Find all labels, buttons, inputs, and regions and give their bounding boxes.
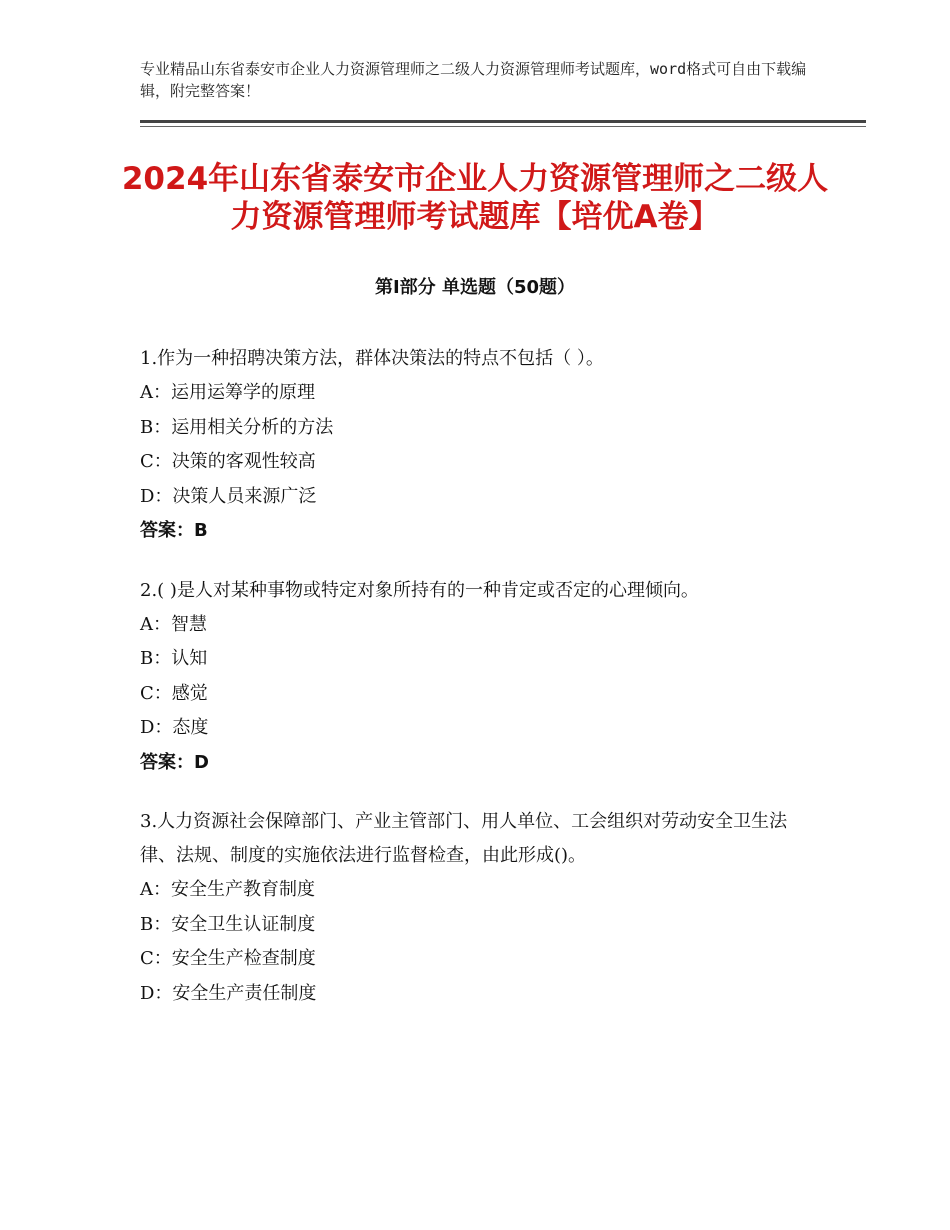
option-a: A：安全生产教育制度 xyxy=(140,879,315,900)
option-c: C：安全生产检查制度 xyxy=(140,948,316,969)
answer: 答案：D xyxy=(140,751,209,773)
header-rule-thick xyxy=(140,120,866,123)
option-d: D：安全生产责任制度 xyxy=(140,982,317,1004)
option-b: B：认知 xyxy=(140,648,208,669)
question-3 xyxy=(140,805,810,1011)
section-title: 第Ⅰ部分 单选题（50题） xyxy=(374,277,575,298)
option-c: C：感觉 xyxy=(140,682,208,704)
option-c: C：决策的客观性较高 xyxy=(140,451,316,472)
option-b: B：运用相关分析的方法 xyxy=(140,416,334,438)
header-rule-thin xyxy=(140,126,866,127)
option-d: D：态度 xyxy=(140,717,209,738)
question-stem: 2.( )是人对某种事物或特定对象所持有的一种肯定或否定的心理倾向。 xyxy=(140,579,699,601)
header-note: 专业精品山东省泰安市企业人力资源管理师之二级人力资源管理师考试题库，word格式可自由下载编辑，附完整答案！ xyxy=(140,60,807,100)
option-d: D：决策人员来源广泛 xyxy=(140,485,317,507)
question-list xyxy=(140,342,810,1036)
option-b: B：安全卫生认证制度 xyxy=(140,913,316,935)
document-title: 2024年山东省泰安市企业人力资源管理师之二级人力资源管理师考试题库【培优A卷】 xyxy=(121,161,829,235)
question-stem: 1.作为一种招聘决策方法，群体决策法的特点不包括（ ）。 xyxy=(140,348,604,369)
question-1 xyxy=(140,342,810,549)
question-stem: 3.人力资源社会保障部门、产业主管部门、用人单位、工会组织对劳动安全卫生法律、法规、制度的实施依法进行监督检查，由此形成()。 xyxy=(140,811,788,866)
question-2 xyxy=(140,574,810,781)
answer: 答案：B xyxy=(140,520,208,541)
option-a: A：运用运筹学的原理 xyxy=(140,382,315,403)
option-a: A：智慧 xyxy=(140,613,207,635)
